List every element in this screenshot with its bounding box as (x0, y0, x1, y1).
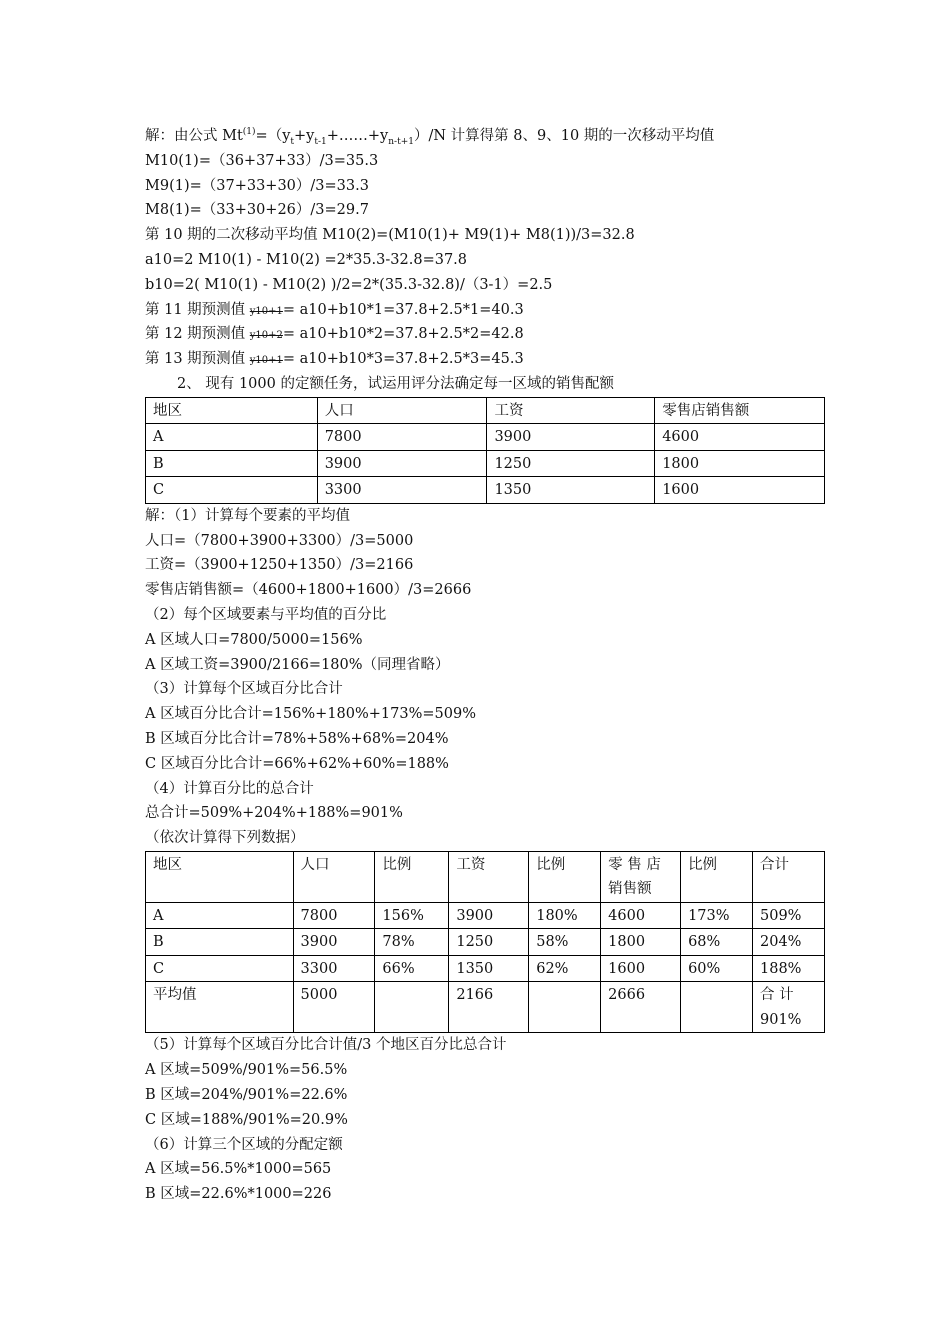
solution-line: C 区域百分比合计=66%+62%+60%=188% (145, 755, 449, 772)
table-header-cell: 零售店销售额 (655, 397, 825, 424)
solution-line: 总合计=509%+204%+188%=901% (145, 805, 403, 822)
table-cell: 3300 (317, 477, 487, 504)
percentage-table (145, 851, 825, 1034)
table-row (146, 477, 825, 504)
solution-line: A 区域百分比合计=156%+180%+173%=509% (145, 706, 476, 723)
table-cell: 509% (753, 902, 825, 929)
table-cell: 1600 (601, 955, 681, 982)
forecast-12-line: 第 12 期预测值 y10+2= a10+b10*2=37.8+2.5*2=42.8 (145, 326, 524, 343)
table-cell: C (146, 477, 318, 504)
table-cell: 180% (529, 902, 601, 929)
table-row (146, 450, 825, 477)
tail-line: C 区域=188%/901%=20.9% (145, 1111, 348, 1128)
b10-line: b10=2( M10(1) - M10(2) )/2=2*(35.3-32.8)/（3-1）=2.5 (145, 276, 553, 293)
table-cell: 173% (681, 902, 753, 929)
solution-line: （2）每个区域要素与平均值的百分比 (145, 606, 387, 623)
solution-line: A 区域工资=3900/2166=180%（同理省略） (145, 656, 450, 673)
table-header-cell: 比例 (375, 851, 449, 902)
solution-line: （3）计算每个区域百分比合计 (145, 681, 343, 698)
table-cell: B (146, 450, 318, 477)
table-row (146, 902, 825, 929)
table-cell: 1600 (655, 477, 825, 504)
solution-line: 零售店销售额=（4600+1800+1600）/3=2666 (145, 582, 472, 599)
table-cell: B (146, 929, 294, 956)
tail-line: A 区域=56.5%*1000=565 (145, 1161, 332, 1178)
table-header-cell: 零 售 店 销售额 (601, 851, 681, 902)
solution-line: 人口=（7800+3900+3300）/3=5000 (145, 532, 414, 549)
table-cell: C (146, 955, 294, 982)
tail-line: （6）计算三个区域的分配定额 (145, 1136, 343, 1153)
table-header-cell: 工资 (449, 851, 529, 902)
table-header-cell: 工资 (487, 397, 655, 424)
question-2: 2、 现有 1000 的定额任务，试运用评分法确定每一区域的销售配额 (177, 375, 614, 392)
tail-line: B 区域=22.6%*1000=226 (145, 1186, 332, 1203)
forecast-13-line: 第 13 期预测值 y10+1= a10+b10*3=37.8+2.5*3=45.3 (145, 351, 524, 368)
tail-line: A 区域=509%/901%=56.5% (145, 1062, 348, 1079)
table-cell: 2666 (601, 982, 681, 1033)
solution-line: （依次计算得下列数据） (145, 830, 305, 847)
table-cell: A (146, 424, 318, 451)
table-row (146, 424, 825, 451)
table-cell: 1250 (487, 450, 655, 477)
table-cell: 平均值 (146, 982, 294, 1033)
solution-line: （4）计算百分比的总合计 (145, 780, 314, 797)
table-header-cell: 比例 (529, 851, 601, 902)
table-cell: 3900 (449, 902, 529, 929)
m9-line: M9(1)=（37+33+30）/3=33.3 (145, 177, 369, 194)
solution-line: B 区域百分比合计=78%+58%+68%=204% (145, 730, 449, 747)
table-cell: 4600 (655, 424, 825, 451)
table-header-row (146, 397, 825, 424)
m10-line: M10(1)=（36+37+33）/3=35.3 (145, 152, 379, 169)
table-cell: 1350 (449, 955, 529, 982)
second-average-line: 第 10 期的二次移动平均值 M10(2)=(M10(1)+ M9(1)+ M8(1))/3=32.8 (145, 227, 635, 244)
table-cell (681, 982, 753, 1033)
table-cell: 3900 (293, 929, 375, 956)
table-row (146, 955, 825, 982)
table-cell: A (146, 902, 294, 929)
table-cell: 5000 (293, 982, 375, 1033)
table-cell (529, 982, 601, 1033)
formula-line: 解：由公式 $Mt^{(1)}=(y_t+y_{t-1}+\dots\dots+y_{n-t+1})/N$ 计算得第 8、9、10 期的一次移动平均值 (145, 127, 715, 147)
table-cell: 7800 (293, 902, 375, 929)
table-cell: 204% (753, 929, 825, 956)
solution-line: A 区域人口=7800/5000=156% (145, 631, 363, 648)
table-row (146, 929, 825, 956)
table-header-cell: 合计 (753, 851, 825, 902)
table-cell: 合 计 901% (753, 982, 825, 1033)
table-header-cell: 人口 (293, 851, 375, 902)
table-cell (375, 982, 449, 1033)
tail-line: B 区域=204%/901%=22.6% (145, 1087, 348, 1104)
table-header-cell: 地区 (146, 851, 294, 902)
table-cell: 1800 (601, 929, 681, 956)
table-cell: 60% (681, 955, 753, 982)
document-page (145, 124, 825, 1207)
table-cell: 78% (375, 929, 449, 956)
table-row (146, 982, 825, 1033)
table-cell: 7800 (317, 424, 487, 451)
table-cell: 66% (375, 955, 449, 982)
table-cell: 4600 (601, 902, 681, 929)
solution-line: 工资=（3900+1250+1350）/3=2166 (145, 557, 414, 574)
a10-line: a10=2 M10(1) - M10(2) =2*35.3-32.8=37.8 (145, 251, 468, 268)
table-cell: 3900 (317, 450, 487, 477)
table-cell: 68% (681, 929, 753, 956)
table-cell: 156% (375, 902, 449, 929)
table-cell: 62% (529, 955, 601, 982)
solution-line: 解：（1）计算每个要素的平均值 (145, 507, 350, 524)
table-cell: 58% (529, 929, 601, 956)
tail-line: （5）计算每个区域百分比合计值/3 个地区百分比总合计 (145, 1037, 507, 1054)
table-header-row (146, 851, 825, 902)
table-cell: 1350 (487, 477, 655, 504)
forecast-11-line: 第 11 期预测值 y10+1= a10+b10*1=37.8+2.5*1=40.3 (145, 301, 524, 318)
table-cell: 188% (753, 955, 825, 982)
table-header-cell: 比例 (681, 851, 753, 902)
table-header-cell: 人口 (317, 397, 487, 424)
table-cell: 1800 (655, 450, 825, 477)
m8-line: M8(1)=（33+30+26）/3=29.7 (145, 202, 369, 219)
table-cell: 1250 (449, 929, 529, 956)
table-cell: 3300 (293, 955, 375, 982)
table-cell: 2166 (449, 982, 529, 1033)
table-cell: 3900 (487, 424, 655, 451)
region-data-table (145, 397, 825, 504)
table-header-cell: 地区 (146, 397, 318, 424)
